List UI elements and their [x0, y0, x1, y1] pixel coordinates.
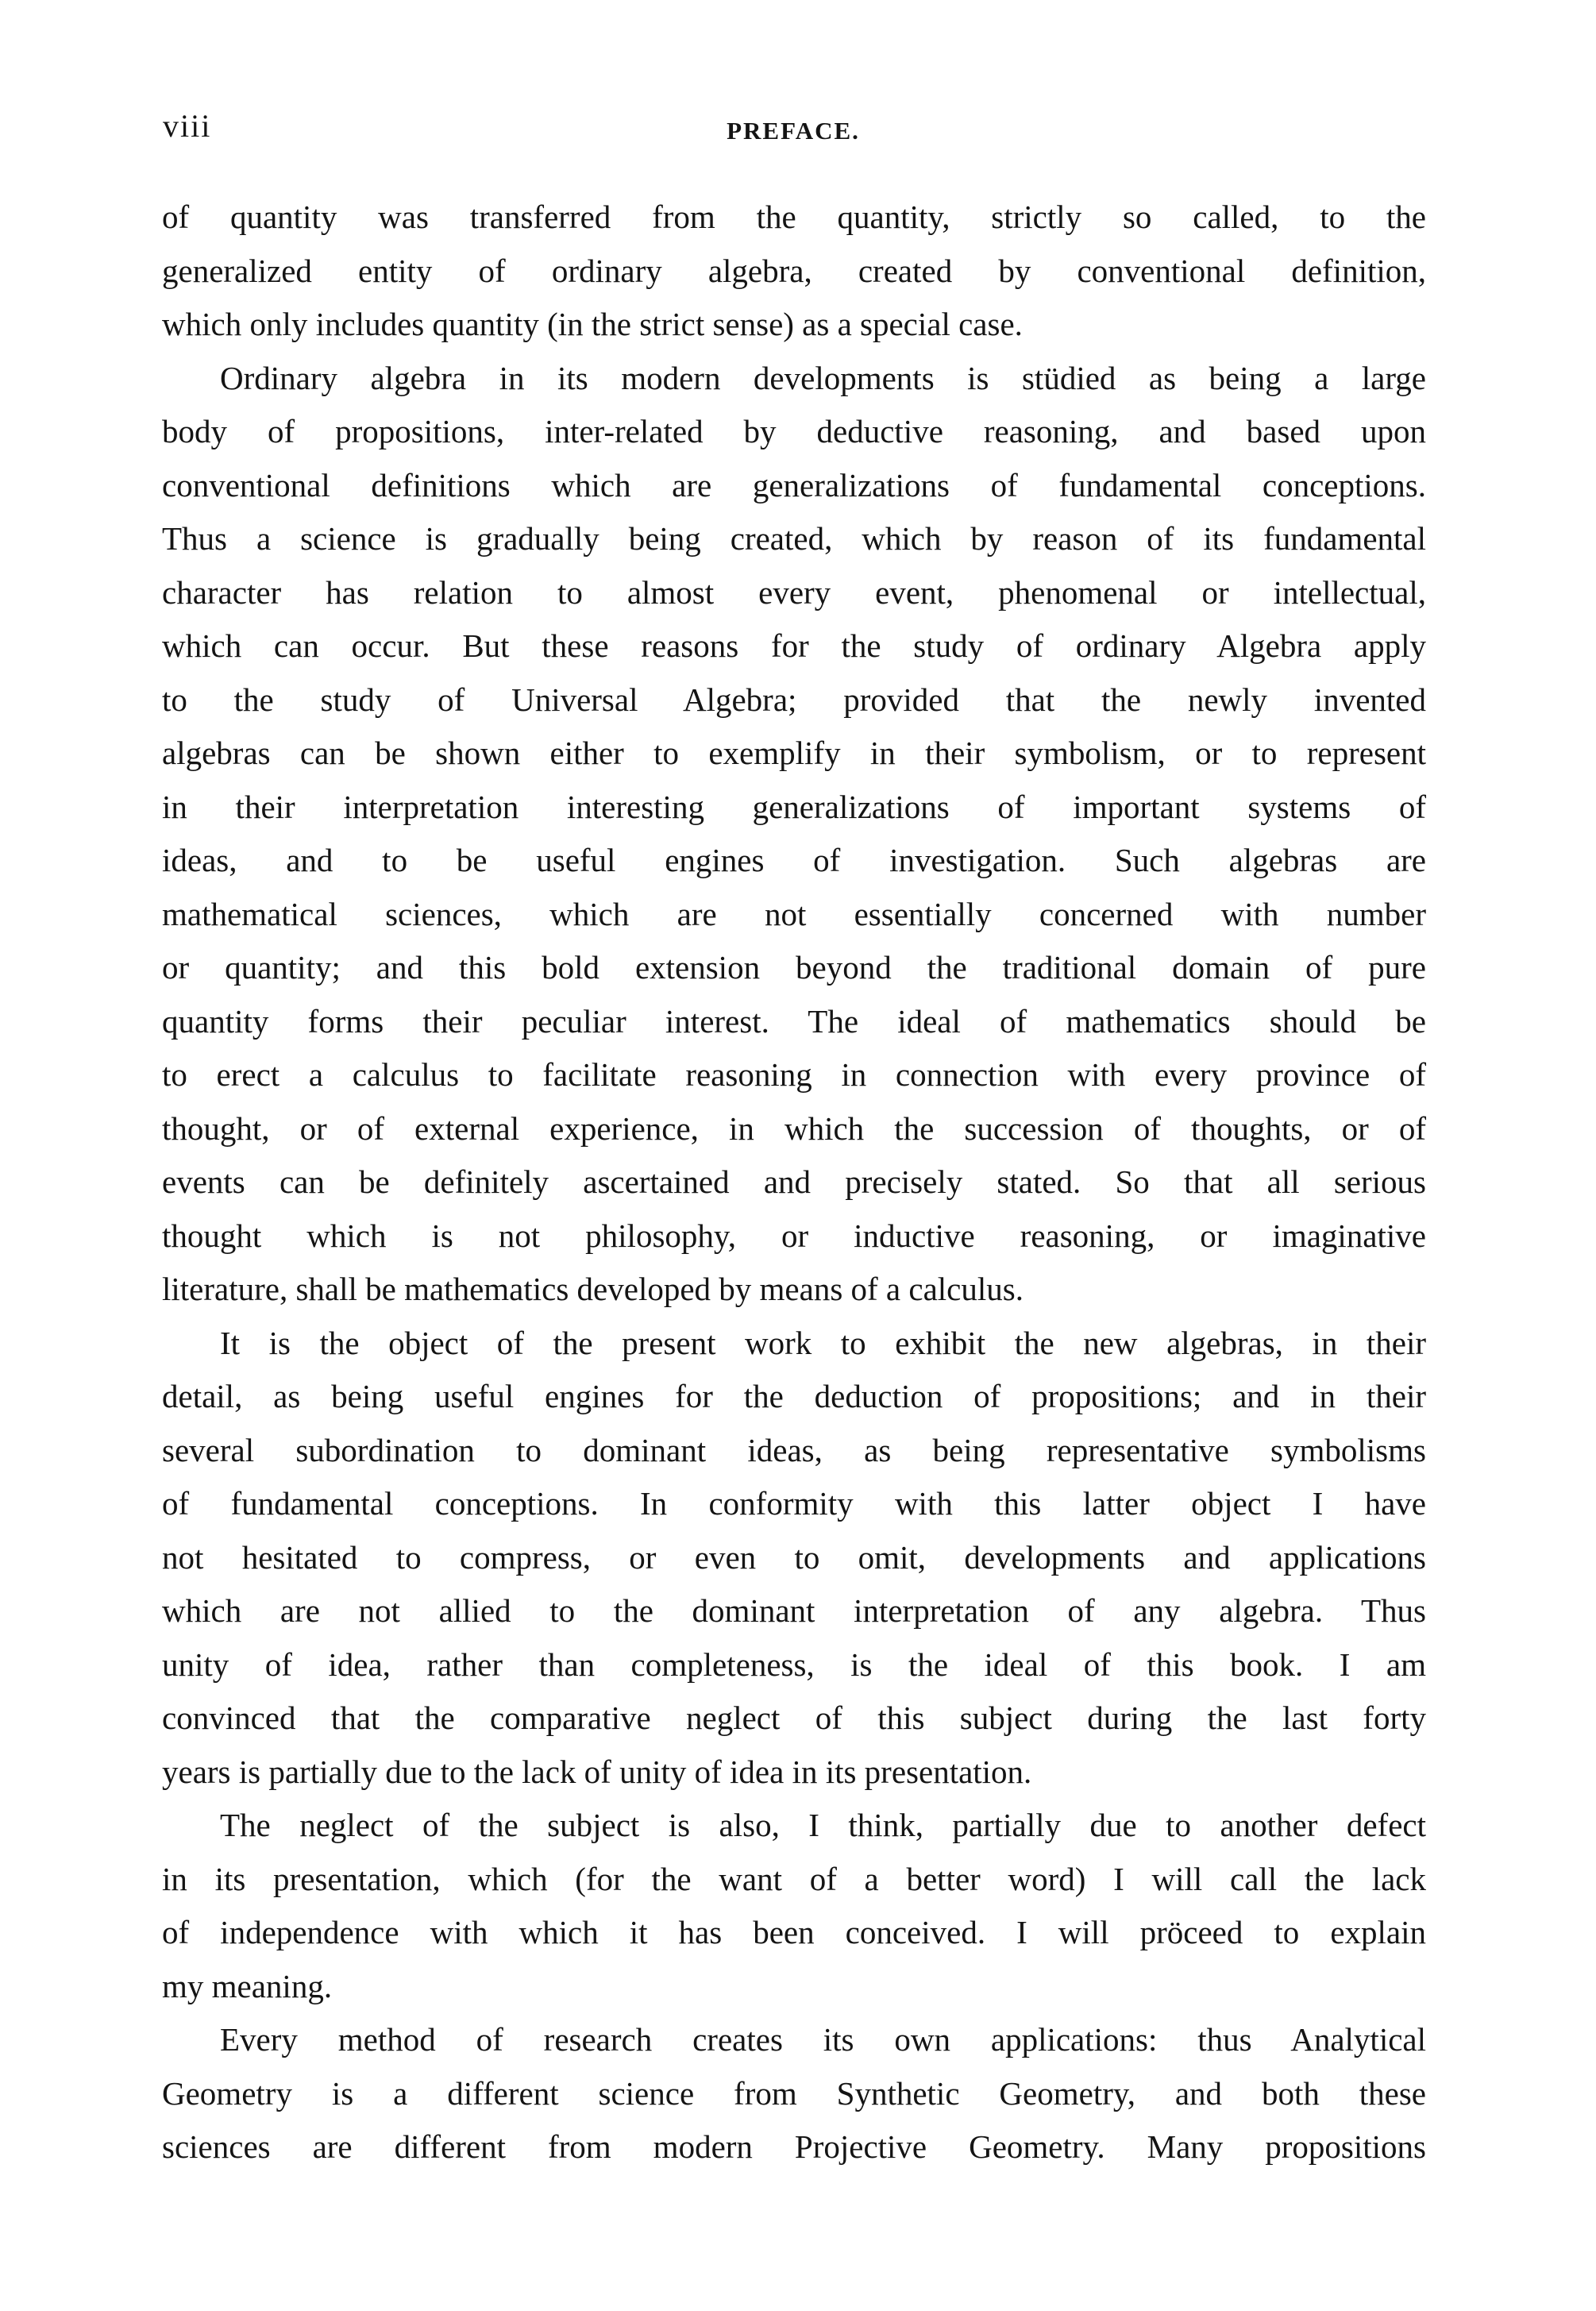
text-line: It is the object of the present work to exhibit the new algebras, in their — [220, 1324, 1426, 1361]
body-text — [162, 191, 1426, 2174]
page-number: viii — [163, 108, 212, 144]
text-line: quantity forms their peculiar interest. The ideal of mathematics should be — [162, 1002, 1426, 1040]
text-line: of independence with which it has been conceived. I will pröceed to explain — [162, 1914, 1426, 1950]
paragraph-1 — [162, 191, 1426, 352]
text-line: to erect a calculus to facilitate reasoning in connection with every province of — [162, 1056, 1426, 1093]
text-line: algebras can be shown either to exemplify in their symbolism, or to represent — [162, 735, 1426, 771]
text-line: or quantity; and this bold extension beyond the traditional domain of pure — [162, 949, 1426, 986]
text-line: my meaning. — [162, 1967, 333, 2004]
text-line: Thus a science is gradually being created, which by reason of its fundamental — [162, 520, 1426, 557]
text-line: which can occur. But these reasons for the study of ordinary Algebra apply — [162, 627, 1426, 664]
text-line: to the study of Universal Algebra; provided that the newly invented — [162, 681, 1426, 718]
text-line: which only includes quantity (in the strict sense) as a special case. — [162, 306, 1023, 342]
text-line: Geometry is a different science from Synthetic Geometry, and both these — [162, 2074, 1426, 2112]
text-line: in its presentation, which (for the want of a better word) I will call the lack — [162, 1860, 1426, 1897]
text-line: which are not allied to the dominant interpretation of any algebra. Thus — [162, 1592, 1426, 1629]
text-line: conventional definitions which are generalizations of fundamental conceptions. — [162, 466, 1426, 503]
text-line: character has relation to almost every event, phenomenal or intellectual, — [162, 573, 1426, 611]
paragraph-3 — [162, 1317, 1426, 1800]
text-line: convinced that the comparative neglect of this subject during the last forty — [162, 1699, 1426, 1736]
text-line: years is partially due to the lack of unity of idea in its presentation. — [162, 1753, 1032, 1790]
text-line: events can be definitely ascertained and precisely stated. So that all serious — [162, 1163, 1426, 1200]
text-line: unity of idea, rather than completeness, is the ideal of this book. I am — [162, 1645, 1426, 1683]
text-line: detail, as being useful engines for the deduction of propositions; and in their — [162, 1378, 1426, 1414]
text-line: ideas, and to be useful engines of investigation. Such algebras are — [162, 842, 1426, 878]
text-line: sciences are different from modern Projective Geometry. Many propositions — [162, 2128, 1426, 2165]
paragraph-2 — [162, 352, 1426, 1317]
text-line: not hesitated to compress, or even to omit, developments and applications — [162, 1538, 1426, 1576]
text-line: thought which is not philosophy, or inductive reasoning, or imaginative — [162, 1217, 1426, 1254]
text-line: The neglect of the subject is also, I think, partially due to another defect — [220, 1807, 1426, 1843]
text-line: mathematical sciences, which are not essentially concerned with number — [162, 895, 1426, 932]
paragraph-4 — [162, 1799, 1426, 2013]
text-line: Every method of research creates its own applications: thus Analytical — [220, 2021, 1426, 2058]
running-head: PREFACE. — [727, 117, 860, 145]
text-line: of quantity was transferred from the quantity, strictly so called, to the — [162, 199, 1426, 235]
text-line: several subordination to dominant ideas, as being representative symbolisms — [162, 1431, 1426, 1468]
text-line: body of propositions, inter-related by deductive reasoning, and based upon — [162, 413, 1426, 449]
page-header — [161, 107, 1425, 155]
text-line: in their interpretation interesting generalizations of important systems of — [162, 788, 1426, 825]
text-line: Ordinary algebra in its modern developments is stüdied as being a large — [220, 359, 1426, 396]
text-line: generalized entity of ordinary algebra, created by conventional definition, — [162, 252, 1426, 289]
paragraph-5 — [162, 2013, 1426, 2174]
text-line: of fundamental conceptions. In conformity with this latter object I have — [162, 1485, 1426, 1522]
text-line: literature, shall be mathematics developed by means of a calculus. — [162, 1271, 1024, 1307]
text-line: thought, or of external experience, in which the succession of thoughts, or of — [162, 1109, 1426, 1147]
